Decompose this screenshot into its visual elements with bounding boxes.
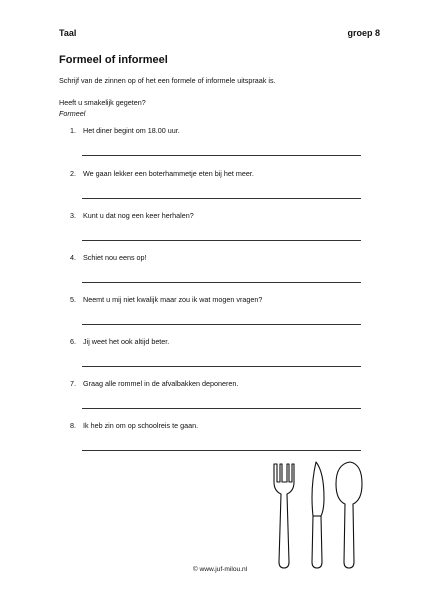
question-number: 5.: [70, 295, 76, 304]
knife-icon: [312, 462, 324, 568]
answer-line[interactable]: [82, 198, 361, 199]
question-item: [70, 211, 194, 220]
question-number: 6.: [70, 337, 76, 346]
question-number: 4.: [70, 253, 76, 262]
question-item: [70, 421, 198, 430]
question-text: We gaan lekker een boterhammetje eten bij het meer.: [83, 169, 254, 178]
page-title: Formeel of informeel: [59, 54, 168, 66]
answer-line[interactable]: [82, 240, 361, 241]
answer-line[interactable]: [82, 366, 361, 367]
cutlery-illustration: [266, 458, 366, 570]
fork-icon: [274, 464, 294, 568]
question-text: Jij weet het ook altijd beter.: [83, 337, 170, 346]
question-item: [70, 379, 238, 388]
question-item: [70, 169, 254, 178]
spoon-icon: [336, 462, 362, 568]
example-answer: Formeel: [59, 109, 86, 118]
answer-line[interactable]: [82, 450, 361, 451]
question-number: 7.: [70, 379, 76, 388]
answer-line[interactable]: [82, 282, 361, 283]
question-text: Ik heb zin om op schoolreis te gaan.: [83, 421, 199, 430]
subject-label: Taal: [59, 28, 77, 38]
question-item: [70, 253, 147, 262]
group-label: groep 8: [347, 28, 380, 38]
question-item: [70, 295, 262, 304]
question-text: Schiet nou eens op!: [83, 253, 147, 262]
question-text: Graag alle rommel in de afvalbakken deponeren.: [83, 379, 239, 388]
question-number: 1.: [70, 126, 76, 135]
copyright-footer: © www.juf-milou.nl: [192, 566, 248, 573]
answer-line[interactable]: [82, 155, 361, 156]
question-text: Neemt u mij niet kwalijk maar zou ik wat mogen vragen?: [83, 295, 263, 304]
question-text: Het diner begint om 18.00 uur.: [83, 126, 180, 135]
example-sentence: Heeft u smakelijk gegeten?: [59, 98, 146, 107]
question-item: [70, 126, 180, 135]
question-number: 3.: [70, 211, 76, 220]
answer-line[interactable]: [82, 324, 361, 325]
instruction-text: Schrijf van de zinnen op of het een formele of informele uitspraak is.: [59, 76, 276, 85]
question-number: 2.: [70, 169, 76, 178]
question-number: 8.: [70, 421, 76, 430]
question-item: [70, 337, 169, 346]
answer-line[interactable]: [82, 408, 361, 409]
question-text: Kunt u dat nog een keer herhalen?: [83, 211, 194, 220]
